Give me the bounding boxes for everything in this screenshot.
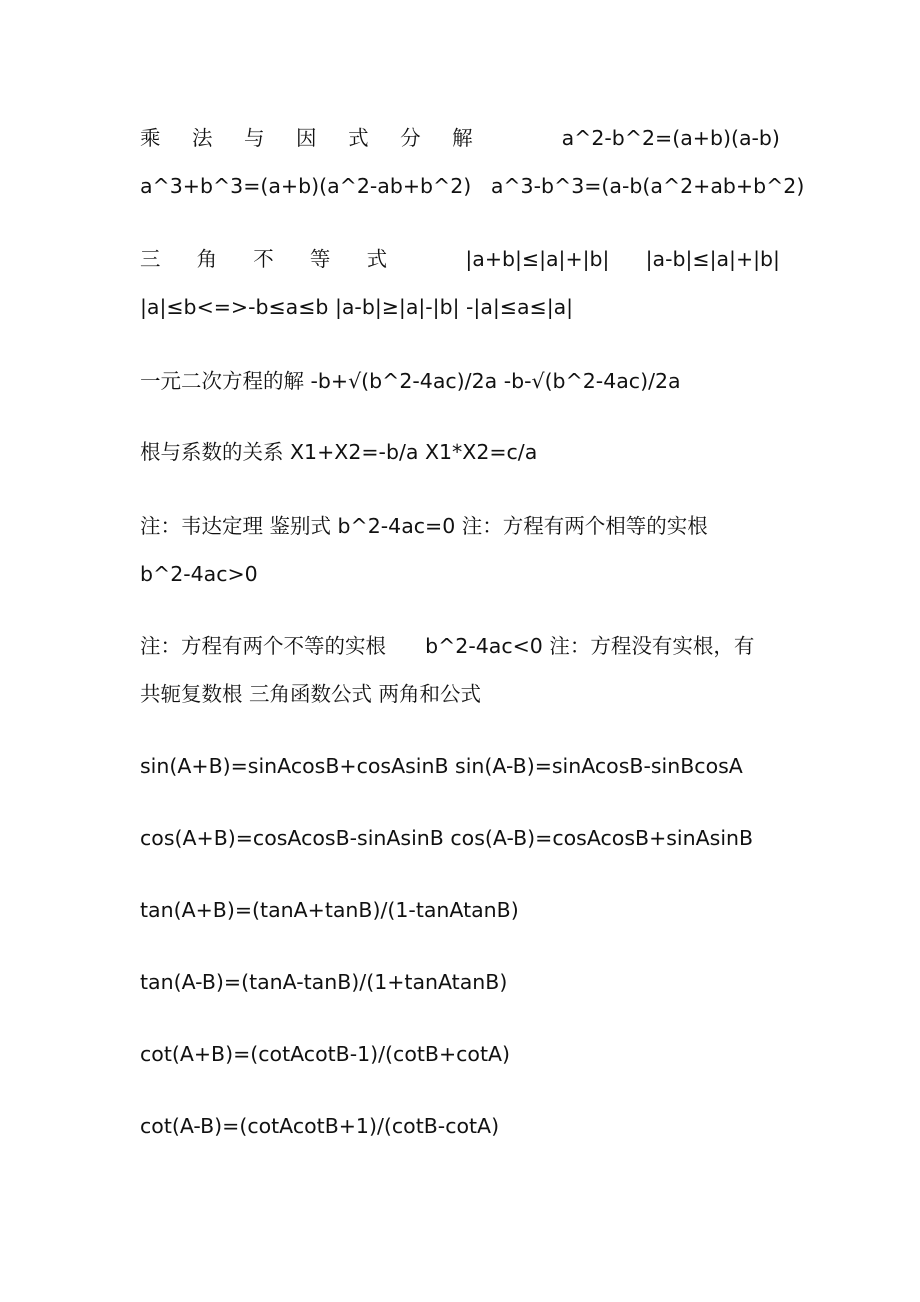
heading-char: 法 xyxy=(192,126,213,150)
heading-char: 三 xyxy=(140,247,161,271)
line-discriminant-negative: 注：方程有两个不等的实根 b^2-4ac<0 注：方程没有实根，有 xyxy=(140,634,755,658)
line-quadratic-solution: 一元二次方程的解 -b+√(b^2-4ac)/2a -b-√(b^2-4ac)/2a xyxy=(140,369,681,393)
heading-char: 不 xyxy=(253,247,274,271)
line-absolute-value: |a|≤b<=>-b≤a≤b |a-b|≥|a|-|b| -|a|≤a≤|a| xyxy=(140,295,574,319)
line-cot-diff: cot(A-B)=(cotAcotB+1)/(cotB-cotA) xyxy=(140,1114,500,1138)
line-discriminant-positive: b^2-4ac>0 xyxy=(140,562,258,586)
heading-char: 与 xyxy=(244,126,265,150)
line-tan-sum: tan(A+B)=(tanA+tanB)/(1-tanAtanB) xyxy=(140,898,519,922)
line-sin-formula: sin(A+B)=sinAcosB+cosAsinB sin(A-B)=sinAcosB-sinBcosA xyxy=(140,754,743,778)
line-trig-heading: 共轭复数根 三角函数公式 两角和公式 xyxy=(140,682,482,706)
line-tan-diff: tan(A-B)=(tanA-tanB)/(1+tanAtanB) xyxy=(140,970,508,994)
line-cot-sum: cot(A+B)=(cotAcotB-1)/(cotB+cotA) xyxy=(140,1042,511,1066)
heading-char: 式 xyxy=(366,247,388,271)
heading-char: 解 xyxy=(452,126,473,150)
formula-diff-of-squares: a^2-b^2=(a+b)(a-b) xyxy=(561,126,780,150)
line-discriminant-zero: 注：韦达定理 鉴别式 b^2-4ac=0 注：方程有两个相等的实根 xyxy=(140,514,708,538)
line-factorization xyxy=(140,126,780,150)
line-cubes: a^3+b^3=(a+b)(a^2-ab+b^2) a^3-b^3=(a-b(a^2+ab+b^2) xyxy=(140,174,805,198)
heading-char: 乘 xyxy=(140,126,161,150)
line-cos-formula: cos(A+B)=cosAcosB-sinAsinB cos(A-B)=cosAcosB+sinAsinB xyxy=(140,826,754,850)
heading-char: 等 xyxy=(309,247,331,271)
heading-char: 式 xyxy=(348,126,369,150)
formula-inequality-1: |a+b|≤|a|+|b| xyxy=(465,247,610,271)
heading-char: 因 xyxy=(296,126,317,150)
formula-inequality-2: |a-b|≤|a|+|b| xyxy=(645,247,780,271)
line-vieta: 根与系数的关系 X1+X2=-b/a X1*X2=c/a xyxy=(140,440,538,464)
heading-char: 角 xyxy=(196,247,218,271)
heading-char: 分 xyxy=(400,126,421,150)
line-triangle-inequality xyxy=(140,247,780,271)
